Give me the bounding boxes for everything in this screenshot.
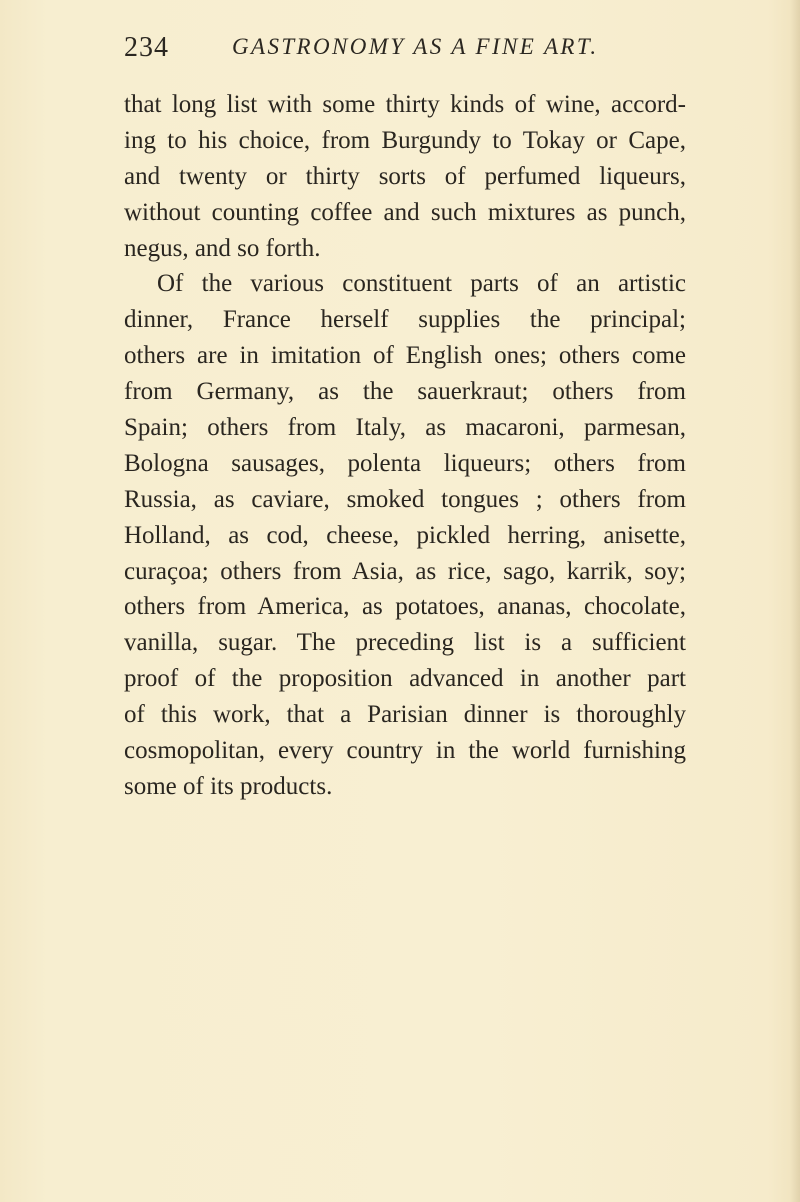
text-line: Holland, as cod, cheese, pickled herring, anisette, xyxy=(124,521,686,549)
text-line: vanilla, sugar. The preceding list is a sufficient xyxy=(124,629,686,657)
text-line: and twenty or thirty sorts of perfumed liqueurs, xyxy=(124,162,686,190)
body-text xyxy=(124,87,686,805)
text-line: that long list with some thirty kinds of wine, accord- xyxy=(124,91,686,118)
running-title: GASTRONOMY AS A FINE ART. xyxy=(232,34,599,59)
paragraph-start-line: Of the various constituent parts of an artistic xyxy=(157,270,686,298)
text-line: Russia, as caviare, smoked tongues ; others from xyxy=(124,485,686,513)
text-line: others from America, as potatoes, ananas, chocolate, xyxy=(124,593,686,621)
text-line: others are in imitation of English ones; others come xyxy=(124,342,686,370)
text-line: proof of the proposition advanced in another part xyxy=(124,665,686,693)
text-line: ing to his choice, from Burgundy to Tokay or Cape, xyxy=(124,126,686,154)
text-line: Spain; others from Italy, as macaroni, parmesan, xyxy=(124,414,686,442)
text-line: some of its products. xyxy=(124,772,333,800)
text-line: from Germany, as the sauerkraut; others from xyxy=(124,378,686,406)
text-line: of this work, that a Parisian dinner is thoroughly xyxy=(124,701,686,729)
text-line: without counting coffee and such mixtures as punch, xyxy=(124,198,686,226)
text-line: Bologna sausages, polenta liqueurs; others from xyxy=(124,449,686,477)
text-line: cosmopolitan, every country in the world furnishing xyxy=(124,737,686,765)
text-line: dinner, France herself supplies the principal; xyxy=(124,306,686,334)
page-edge-shadow xyxy=(790,0,800,1202)
page-number: 234 xyxy=(124,32,169,63)
page-header xyxy=(124,30,684,70)
text-line: negus, and so forth. xyxy=(124,234,321,262)
text-line: curaçoa; others from Asia, as rice, sago, karrik, soy; xyxy=(124,557,686,585)
